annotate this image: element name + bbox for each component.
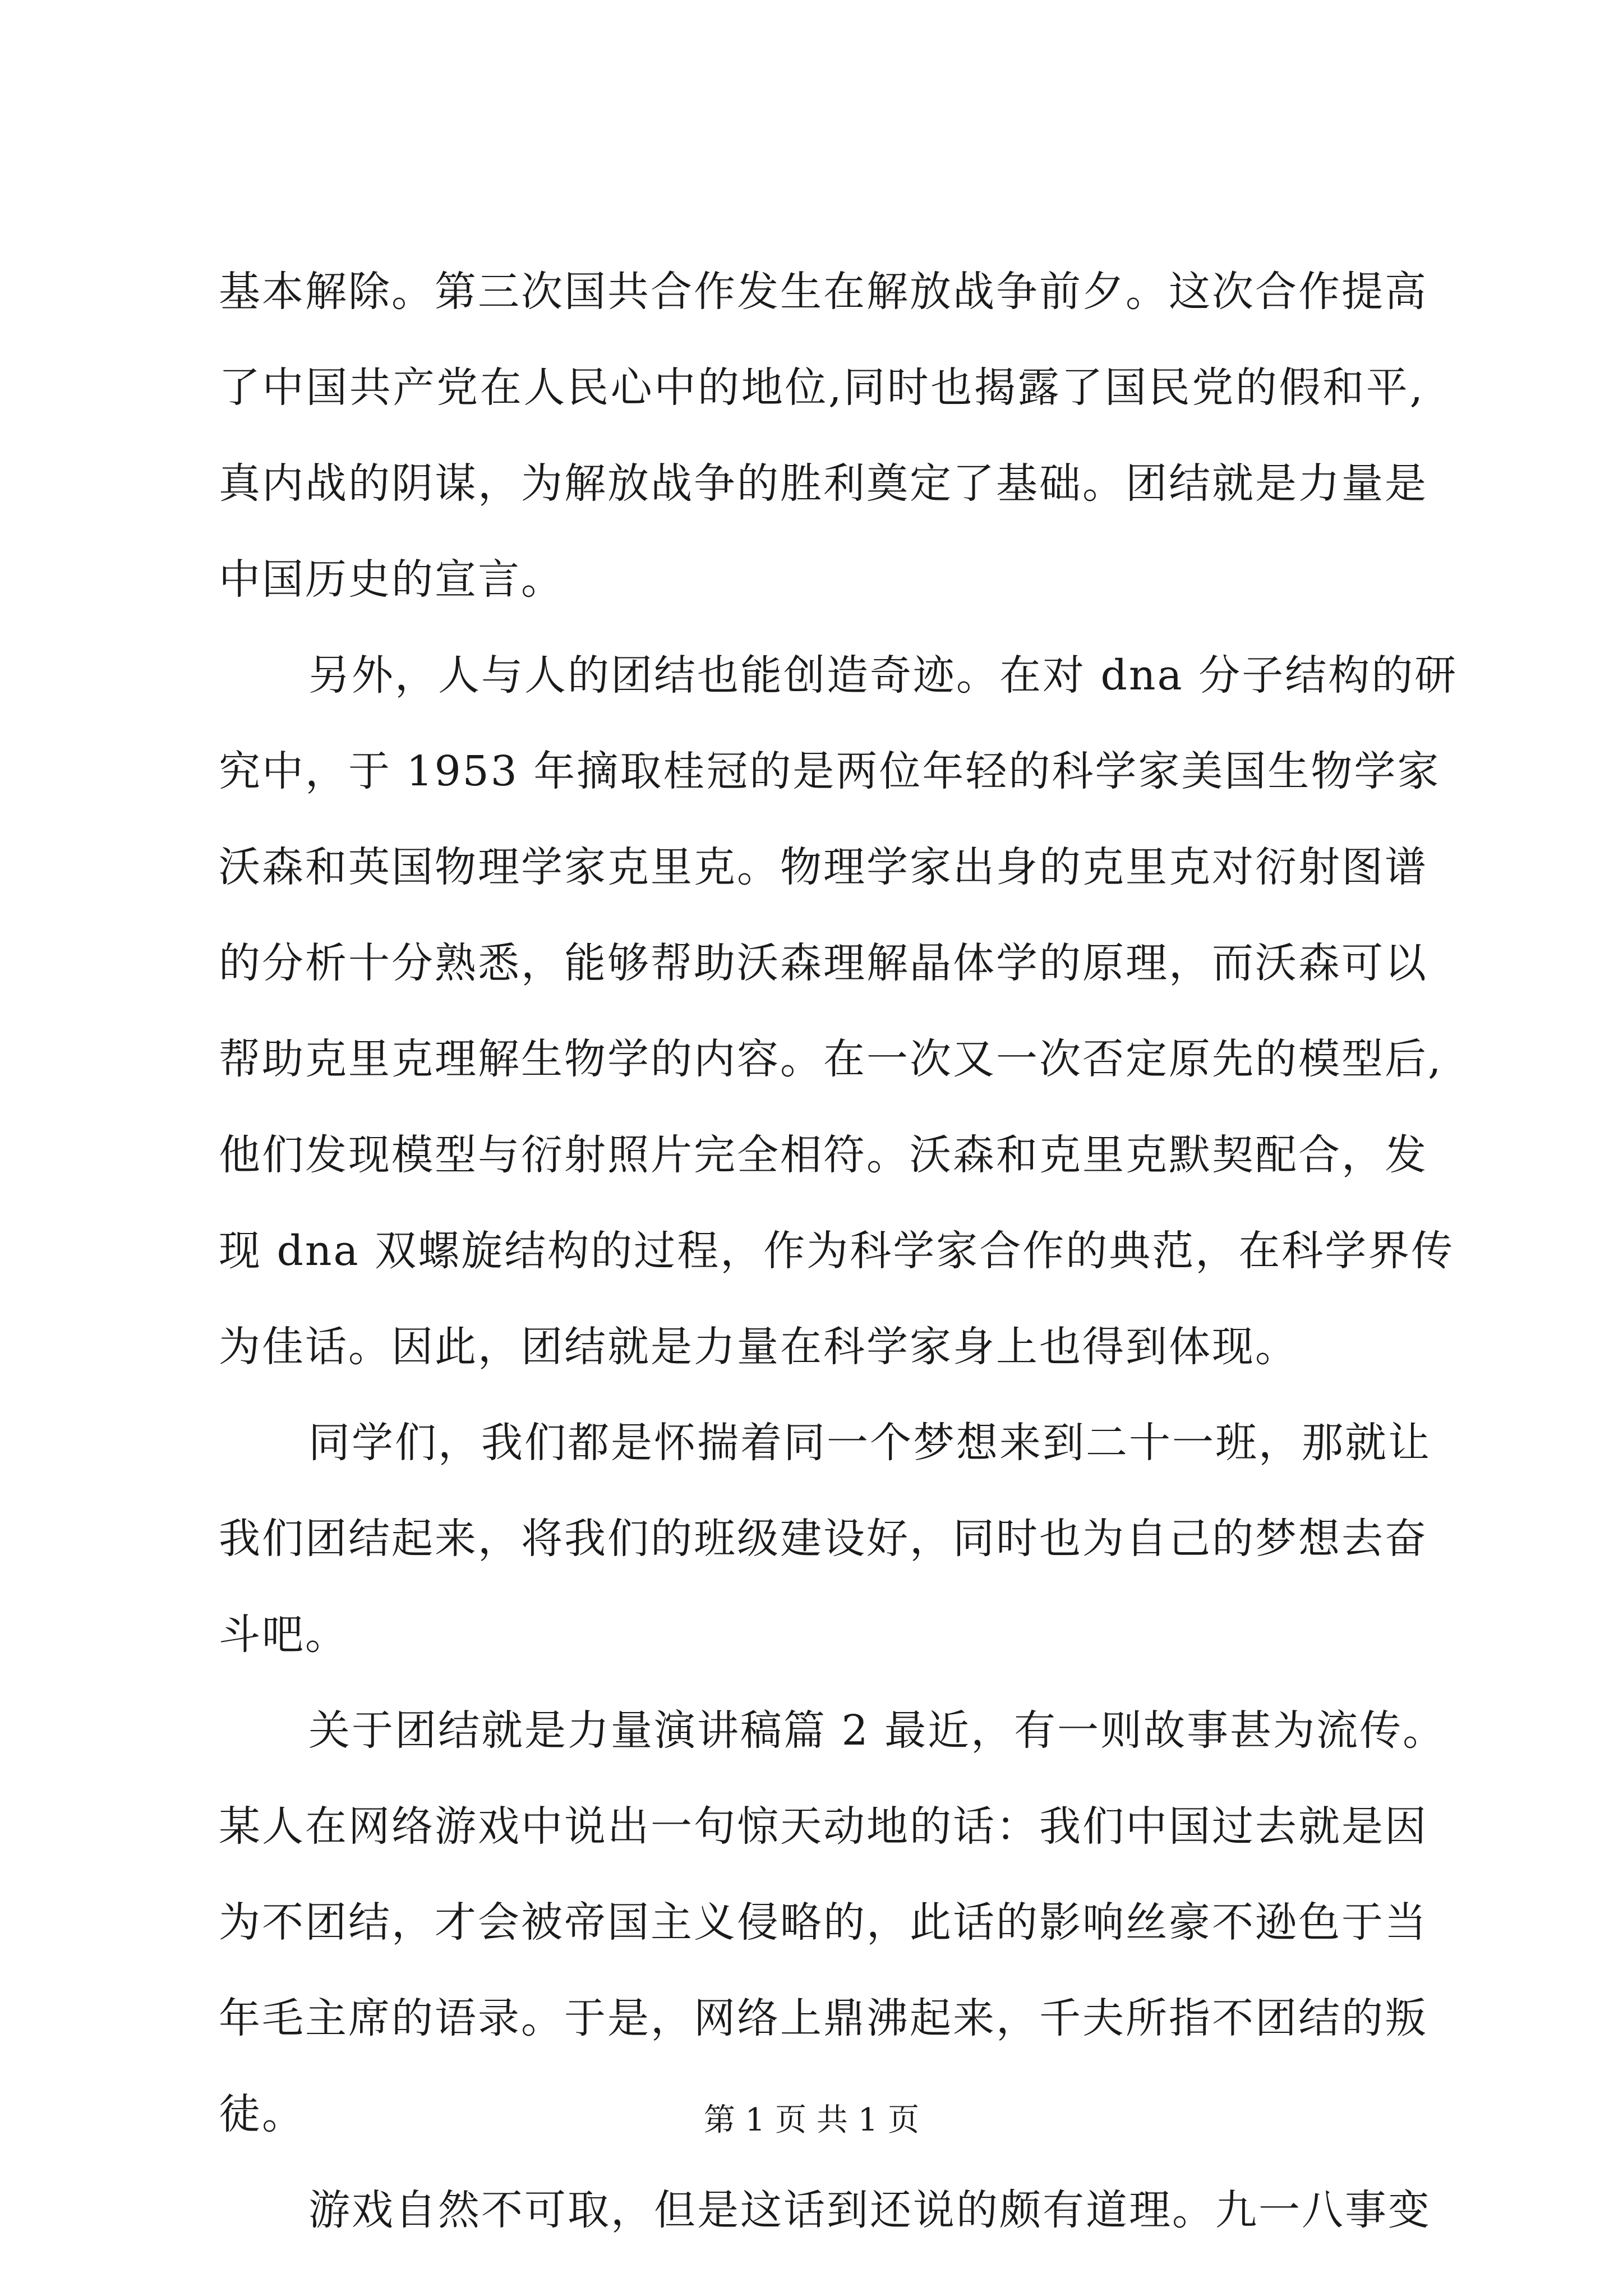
text-line-2: 了中国共产党在人民心中的地位,同时也揭露了国民党的假和平, [219, 364, 1424, 412]
text-line-19: 年毛主席的语录。于是，网络上鼎沸起来，千夫所指不团结的叛 [219, 1994, 1428, 2042]
text-line-10: 他们发现模型与衍射照片完全相符。沃森和克里克默契配合，发 [219, 1131, 1428, 1179]
text-line-12: 为佳话。因此，团结就是力量在科学家身上也得到体现。 [219, 1323, 1298, 1371]
page-footer: 第 1 页 共 1 页 [703, 2102, 920, 2138]
text-line-3: 真内战的阴谋，为解放战争的胜利奠定了基础。团结就是力量是 [219, 459, 1428, 508]
text-line-7: 沃森和英国物理学家克里克。物理学家出身的克里克对衍射图谱 [219, 843, 1428, 891]
text-line-13: 同学们，我们都是怀揣着同一个梦想来到二十一班，那就让 [308, 1419, 1431, 1467]
text-line-4: 中国历史的宣言。 [219, 555, 564, 604]
text-line-8: 的分析十分熟悉，能够帮助沃森理解晶体学的原理，而沃森可以 [219, 939, 1428, 987]
text-line-1: 基本解除。第三次国共合作发生在解放战争前夕。这次合作提高 [219, 268, 1428, 316]
document-body [219, 264, 1458, 2278]
text-line-15: 斗吧。 [219, 1611, 348, 1659]
text-line-20: 徒。 [219, 2090, 305, 2138]
text-line-21: 游戏自然不可取，但是这话到还说的颇有道理。九一八事变 [308, 2186, 1431, 2234]
text-line-18: 为不团结，才会被帝国主义侵略的，此话的影响丝豪不逊色于当 [219, 1898, 1428, 1947]
text-line-6: 究中，于 1953 年摘取桂冠的是两位年轻的科学家美国生物学家 [219, 747, 1441, 795]
text-line-17: 某人在网络游戏中说出一句惊天动地的话：我们中国过去就是因 [219, 1802, 1428, 1851]
text-line-14: 我们团结起来，将我们的班级建设好，同时也为自己的梦想去奋 [219, 1515, 1428, 1563]
text-line-16: 关于团结就是力量演讲稿篇 2 最近，有一则故事甚为流传。 [308, 1706, 1446, 1755]
text-line-5: 另外，人与人的团结也能创造奇迹。在对 dna 分子结构的研 [308, 651, 1458, 700]
text-line-11: 现 dna 双螺旋结构的过程，作为科学家合作的典范，在科学界传 [219, 1227, 1455, 1275]
text-line-9: 帮助克里克理解生物学的内容。在一次又一次否定原先的模型后, [219, 1035, 1443, 1083]
